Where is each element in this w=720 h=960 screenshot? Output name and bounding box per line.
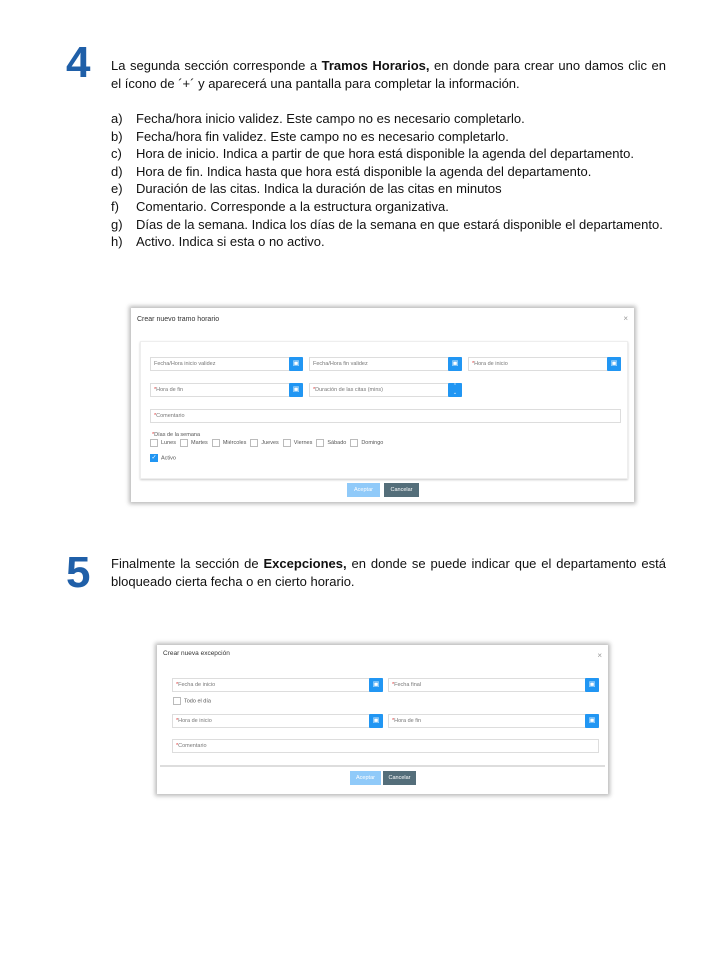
create-exception-dialog <box>157 645 608 794</box>
list-item <box>111 180 666 198</box>
step-number-5: 5 <box>66 548 91 597</box>
list-item <box>111 110 666 128</box>
end-validity-input[interactable]: Fecha/Hora fin validez ▣ <box>309 357 462 371</box>
list-text: Fecha/hora fin validez. Este campo no es necesario completarlo. <box>136 128 509 144</box>
intro-bold: Tramos Horarios, <box>321 58 430 73</box>
comment-input[interactable]: *Comentario <box>172 739 599 753</box>
list-marker: e) <box>111 181 123 197</box>
intro-text: La segunda sección corresponde a <box>111 58 322 73</box>
weekdays-checkboxes <box>150 439 387 447</box>
end-hour-input[interactable]: *Hora de fin ▣ <box>388 714 599 728</box>
divider <box>160 765 605 767</box>
start-date-input[interactable]: *Fecha de inicio ▣ <box>172 678 383 692</box>
list-text: Hora de fin. Indica hasta que hora está disponible la agenda del departamento. <box>136 163 592 179</box>
checkbox[interactable] <box>212 439 220 447</box>
accept-button[interactable]: Aceptar <box>350 771 381 785</box>
checkbox[interactable] <box>350 439 358 447</box>
end-date-input[interactable]: *Fecha final ▣ <box>388 678 599 692</box>
start-validity-input[interactable]: Fecha/Hora inicio validez ▣ <box>150 357 303 371</box>
list-text: Fecha/hora inicio validez. Este campo no es necesario completarlo. <box>136 111 525 126</box>
checkmark-icon[interactable]: ✓ <box>151 455 157 461</box>
checkbox[interactable] <box>173 697 181 705</box>
weekday-checkbox[interactable]: Miércoles <box>212 440 247 446</box>
list-marker: g) <box>111 216 123 232</box>
weekday-checkbox[interactable]: Martes <box>180 440 208 446</box>
list-marker: d) <box>111 163 123 179</box>
calendar-icon[interactable]: ▣ <box>369 678 383 692</box>
section5-intro <box>111 555 666 591</box>
step-number-4: 4 <box>66 38 91 87</box>
calendar-icon[interactable]: ▣ <box>448 357 462 371</box>
weekday-checkbox[interactable]: Lunes <box>150 440 176 446</box>
list-text: Comentario. Corresponde a la estructura organizativa. <box>136 198 449 214</box>
close-icon[interactable]: × <box>597 651 602 660</box>
weekday-checkbox[interactable]: Sábado <box>316 440 346 446</box>
weekdays-label: *Días de la semana <box>152 432 200 438</box>
list-item <box>111 216 666 234</box>
list-item <box>111 233 666 251</box>
all-day-checkbox[interactable]: Todo el día <box>173 697 211 705</box>
dialog-title: Crear nueva excepción <box>163 650 230 657</box>
weekday-checkbox[interactable]: Domingo <box>350 440 383 446</box>
calendar-icon[interactable]: ▣ <box>289 383 303 397</box>
start-hour-input[interactable]: *Hora de inicio ▣ <box>468 357 621 371</box>
weekday-checkbox[interactable]: Jueves <box>250 440 278 446</box>
list-item <box>111 198 666 216</box>
intro-bold: Excepciones, <box>263 556 347 571</box>
end-hour-input[interactable]: *Hora de fin ▣ <box>150 383 303 397</box>
duration-stepper[interactable]: *Duración de las citas (mins) ⌃ ⌄ <box>309 383 462 397</box>
start-hour-input[interactable]: *Hora de inicio ▣ <box>172 714 383 728</box>
dialog-title: Crear nuevo tramo horario <box>137 316 220 323</box>
checkbox[interactable] <box>283 439 291 447</box>
list-text: Duración de las citas. Indica la duración de las citas en minutos <box>136 181 502 197</box>
comment-input[interactable]: *Comentario <box>150 409 621 423</box>
list-text: Hora de inicio. Indica a partir de que hora está disponible la agenda del departamento. <box>136 146 634 162</box>
checkbox[interactable] <box>180 439 188 447</box>
list-marker: b) <box>111 128 123 144</box>
calendar-icon[interactable]: ▣ <box>607 357 621 371</box>
checkbox[interactable] <box>150 439 158 447</box>
intro-text: Finalmente la sección de <box>111 556 264 571</box>
calendar-icon[interactable]: ▣ <box>585 678 599 692</box>
checkbox[interactable] <box>316 439 324 447</box>
section4-intro <box>111 57 666 93</box>
calendar-icon[interactable]: ▣ <box>289 357 303 371</box>
intro-text: en donde se puede indicar que el departamento está bloqueado cierta fecha o en cierto horario. <box>111 556 666 589</box>
list-marker: h) <box>111 234 123 250</box>
cancel-button[interactable]: Cancelar <box>383 771 416 785</box>
list-item <box>111 145 666 163</box>
checkbox[interactable] <box>250 439 258 447</box>
list-marker: f) <box>111 198 119 214</box>
active-checkbox[interactable]: ✓ Activo <box>151 455 176 462</box>
accept-button[interactable]: Aceptar <box>347 483 380 497</box>
field-description-list <box>111 110 666 251</box>
cancel-button[interactable]: Cancelar <box>384 483 419 497</box>
stepper-arrows-icon[interactable]: ⌃ ⌄ <box>448 383 462 397</box>
calendar-icon[interactable]: ▣ <box>585 714 599 728</box>
list-text: Activo. Indica si esta o no activo. <box>136 234 325 250</box>
close-icon[interactable]: × <box>623 314 628 323</box>
list-marker: c) <box>111 146 122 162</box>
list-text: Días de la semana. Indica los días de la semana en que estará disponible el departamento. <box>136 216 663 232</box>
weekday-checkbox[interactable]: Viernes <box>283 440 313 446</box>
intro-text: en donde para crear uno damos clic en el ícono de ´+´ y aparecerá una pantalla para completar la información. <box>111 58 666 91</box>
list-item <box>111 128 666 146</box>
calendar-icon[interactable]: ▣ <box>369 714 383 728</box>
create-time-slot-dialog <box>131 308 634 502</box>
list-item <box>111 163 666 181</box>
list-marker: a) <box>111 111 123 126</box>
